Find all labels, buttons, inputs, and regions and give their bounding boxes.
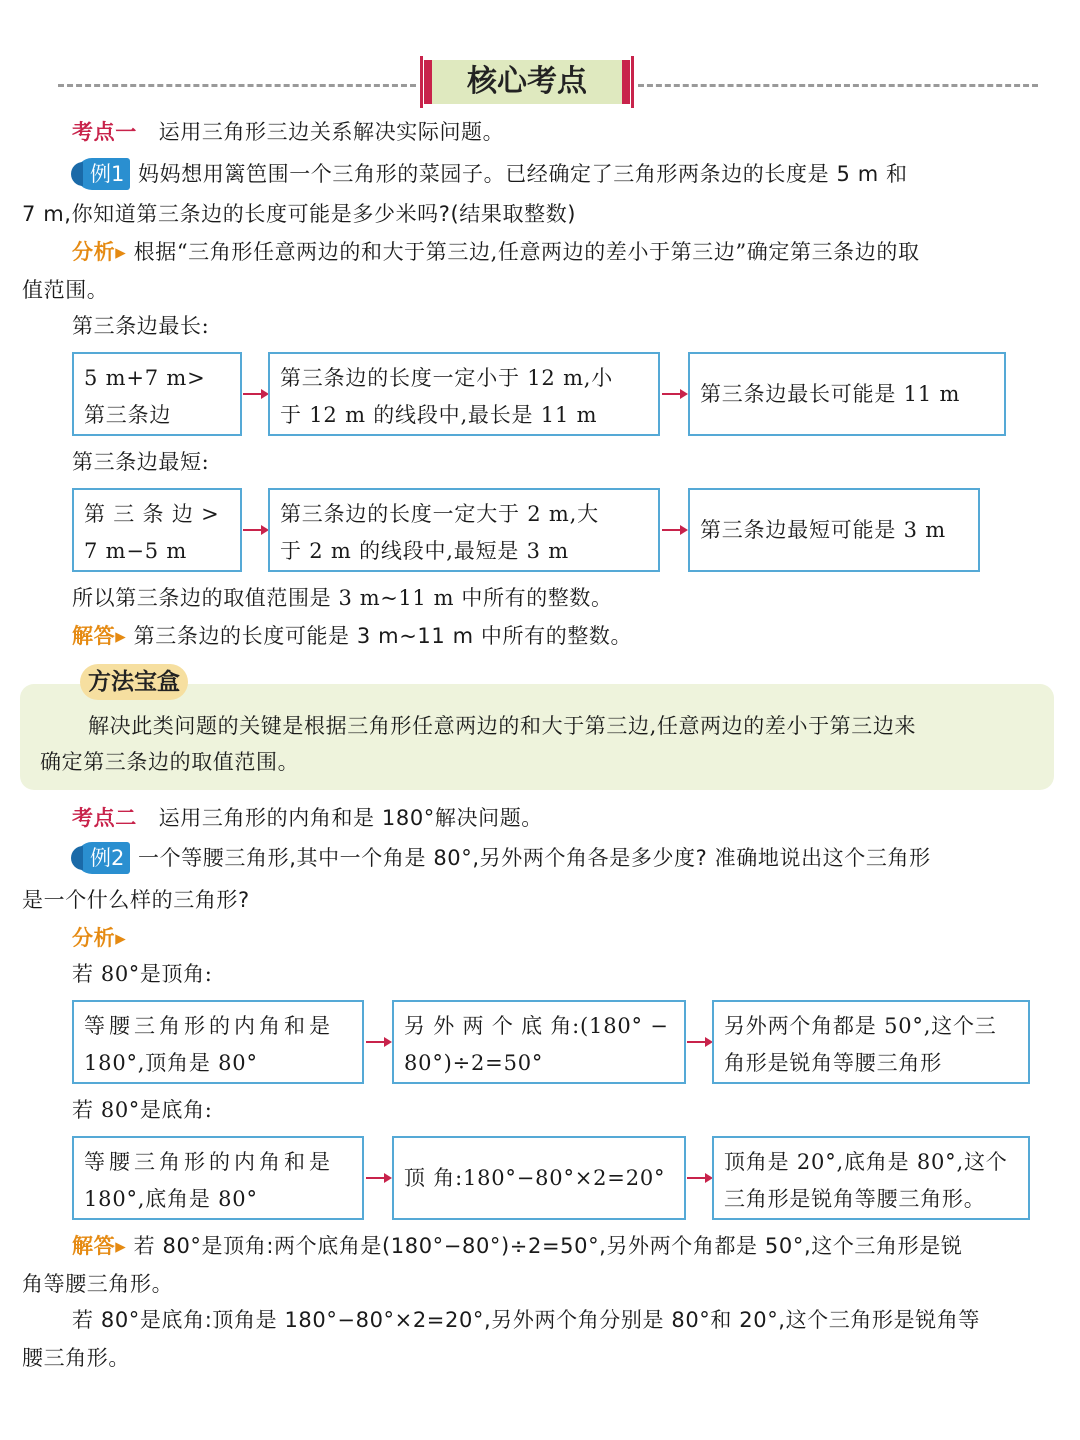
min-box-3-line1: 第三条边最短可能是 3 m — [700, 517, 947, 542]
case2-box-3-line2: 三角形是锐角等腰三角形。 — [724, 1187, 986, 1211]
method-line1: 解决此类问题的关键是根据三角形任意两边的和大于第三边,任意两边的差小于第三边来 — [88, 714, 917, 738]
example2-line2: 是一个什么样的三角形? — [22, 888, 250, 912]
answer2-line4: 腰三角形。 — [22, 1346, 130, 1370]
example2-badge-label: 例2 — [90, 846, 125, 870]
min-box-1-line1: 第 三 条 边 > — [84, 502, 220, 526]
case1-box-3-line1: 另外两个角都是 50°,这个三 — [724, 1014, 997, 1038]
analysis1-line1 — [72, 234, 920, 270]
case2-heading: 若 80°是底角: — [72, 1098, 213, 1122]
method-title: 方法宝盒 — [80, 664, 188, 700]
case2-box-2-line1: 顶 角:180°−80°×2=20° — [404, 1165, 666, 1190]
header-divider-right — [638, 84, 1038, 87]
answer2-arrow-icon: ▸ — [115, 1234, 127, 1258]
min-box-2 — [268, 488, 660, 572]
analysis2-label: 分析 — [72, 926, 116, 950]
point1-heading — [72, 114, 504, 150]
header-divider-left — [58, 84, 416, 87]
min-box-1 — [72, 488, 242, 572]
point1-label: 考点一 — [72, 120, 137, 144]
case2-box-3 — [712, 1136, 1030, 1220]
section-title: 核心考点 — [467, 64, 587, 99]
max-box-1-line1: 5 m+7 m> — [84, 366, 206, 390]
case1-box-3 — [712, 1000, 1030, 1084]
max-box-2-line2: 于 12 m 的线段中,最长是 11 m — [280, 403, 598, 427]
min-box-1-line2: 7 m−5 m — [84, 539, 188, 563]
case1-heading: 若 80°是顶角: — [72, 962, 213, 986]
max-box-1 — [72, 352, 242, 436]
case1-box-1 — [72, 1000, 364, 1084]
case1-arrow-1-icon — [366, 1035, 392, 1049]
min-box-2-line2: 于 2 m 的线段中,最短是 3 m — [280, 539, 569, 563]
answer2-text-1: 若 80°是顶角:两个底角是(180°−80°)÷2=50°,另外两个角都是 50°,这个三角形是锐 — [133, 1234, 963, 1258]
method-line2: 确定第三条边的取值范围。 — [40, 750, 300, 774]
case2-arrow-2-icon — [687, 1171, 713, 1185]
max-arrow-1-icon — [243, 387, 269, 401]
point1-text: 运用三角形三边关系解决实际问题。 — [158, 120, 505, 144]
example1-badge — [76, 158, 130, 190]
case2-box-3-line1: 顶角是 20°,底角是 80°,这个 — [724, 1150, 1008, 1174]
max-box-3-line1: 第三条边最长可能是 11 m — [700, 381, 961, 406]
max-box-1-line2: 第三条边 — [84, 403, 172, 427]
case1-box-3-line2: 角形是锐角等腰三角形 — [724, 1051, 942, 1075]
answer1-text: 第三条边的长度可能是 3 m~11 m 中所有的整数。 — [133, 624, 633, 648]
analysis1-line2: 值范围。 — [22, 278, 109, 302]
min-box-3 — [688, 488, 980, 572]
min-heading: 第三条边最短: — [72, 450, 210, 474]
example1-line2: 7 m,你知道第三条边的长度可能是多少米吗?(结果取整数) — [22, 202, 577, 226]
case1-arrow-2-icon — [687, 1035, 713, 1049]
case1-box-2-line2: 80°)÷2=50° — [404, 1051, 544, 1075]
answer2-label: 解答 — [72, 1234, 116, 1258]
section-title-banner — [424, 60, 630, 104]
min-arrow-2-icon — [662, 523, 688, 537]
point2-label: 考点二 — [72, 806, 137, 830]
example1-line1: 妈妈想用篱笆围一个三角形的菜园子。已经确定了三角形两条边的长度是 5 m 和 — [138, 162, 908, 186]
answer2-line3: 若 80°是底角:顶角是 180°−80°×2=20°,另外两个角分别是 80°和 20°,这个三角形是锐角等 — [72, 1308, 980, 1332]
example2-line1: 一个等腰三角形,其中一个角是 80°,另外两个角各是多少度? 准确地说出这个三角形 — [138, 846, 931, 870]
analysis1-arrow-icon: ▸ — [115, 240, 127, 264]
answer1-label: 解答 — [72, 624, 116, 648]
point2-text: 运用三角形的内角和是 180°解决问题。 — [158, 806, 543, 830]
answer1 — [72, 618, 632, 654]
max-box-2-line1: 第三条边的长度一定小于 12 m,小 — [280, 366, 614, 390]
case1-box-2 — [392, 1000, 686, 1084]
case1-box-2-line1: 另 外 两 个 底 角:(180° − — [404, 1014, 669, 1038]
max-arrow-2-icon — [662, 387, 688, 401]
answer2-line2: 角等腰三角形。 — [22, 1272, 174, 1296]
max-box-2 — [268, 352, 660, 436]
case1-box-1-line1: 等腰三角形的内角和是 — [84, 1014, 334, 1038]
analysis2 — [72, 920, 126, 956]
analysis2-arrow-icon: ▸ — [115, 926, 127, 950]
max-box-3 — [688, 352, 1006, 436]
answer2-line1 — [72, 1228, 962, 1264]
example1-badge-label: 例1 — [90, 162, 125, 186]
answer1-arrow-icon: ▸ — [115, 624, 127, 648]
analysis1-label: 分析 — [72, 240, 116, 264]
point2-heading — [72, 800, 543, 836]
conclusion1: 所以第三条边的取值范围是 3 m~11 m 中所有的整数。 — [72, 586, 613, 610]
case2-box-1-line1: 等腰三角形的内角和是 — [84, 1150, 334, 1174]
case2-box-1 — [72, 1136, 364, 1220]
case2-box-1-line2: 180°,底角是 80° — [84, 1187, 258, 1211]
max-heading: 第三条边最长: — [72, 314, 210, 338]
case2-arrow-1-icon — [366, 1171, 392, 1185]
min-box-2-line1: 第三条边的长度一定大于 2 m,大 — [280, 502, 599, 526]
case1-box-1-line2: 180°,顶角是 80° — [84, 1051, 258, 1075]
min-arrow-1-icon — [243, 523, 269, 537]
example2-badge — [76, 842, 130, 874]
analysis1-text: 根据“三角形任意两边的和大于第三边,任意两边的差小于第三边”确定第三条边的取 — [133, 240, 920, 264]
case2-box-2 — [392, 1136, 686, 1220]
